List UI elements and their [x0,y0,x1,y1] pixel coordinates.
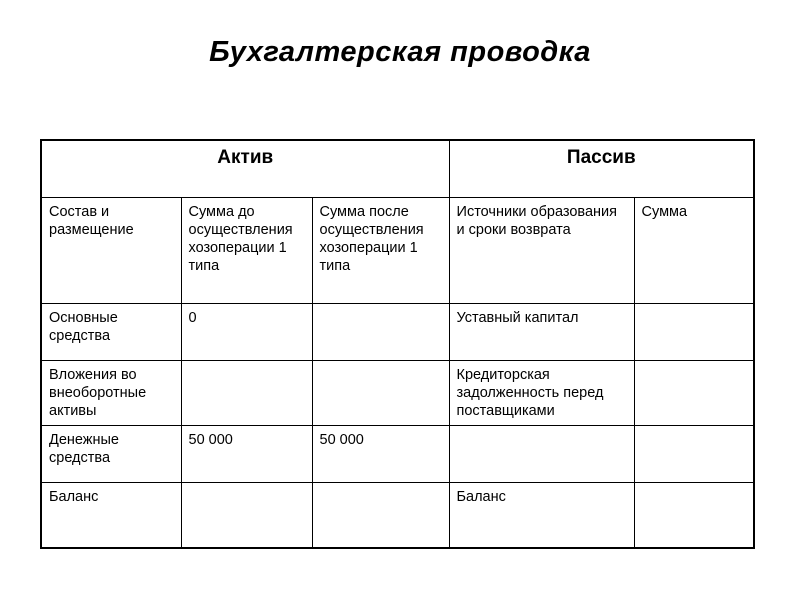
table-cell [634,425,754,482]
column-header-sources: Источники образования и сроки возврата [449,197,634,303]
table-cell: Основные средства [41,303,181,360]
table-cell [312,482,449,548]
table-cell: 50 000 [312,425,449,482]
column-header-composition: Состав и размещение [41,197,181,303]
table-cell [181,360,312,425]
table-row [41,360,754,425]
column-headers-row [41,197,754,303]
assets-header: Актив [41,140,449,197]
table-row [41,303,754,360]
slide-title: Бухгалтерская проводка [209,36,591,68]
table-cell [634,482,754,548]
table-cell: Кредиторская задолженность перед поставщиками [449,360,634,425]
table-cell: Денежные средства [41,425,181,482]
table-cell: 0 [181,303,312,360]
table-cell: Баланс [41,482,181,548]
table-header-row [41,140,754,197]
table-row [41,425,754,482]
table-cell: Уставный капитал [449,303,634,360]
table-cell [634,360,754,425]
column-header-amount-after: Сумма после осуществления хозоперации 1 типа [312,197,449,303]
table-cell [449,425,634,482]
table-cell: Баланс [449,482,634,548]
accounting-entry-table [40,139,755,549]
table-row [41,482,754,548]
column-header-amount: Сумма [634,197,754,303]
table-cell: Вложения во внеоборотные активы [41,360,181,425]
table-cell [634,303,754,360]
table-cell [181,482,312,548]
table-cell [312,360,449,425]
table-cell [312,303,449,360]
table-cell: 50 000 [181,425,312,482]
column-header-amount-before: Сумма до осуществления хозоперации 1 типа [181,197,312,303]
liabilities-header: Пассив [449,140,754,197]
